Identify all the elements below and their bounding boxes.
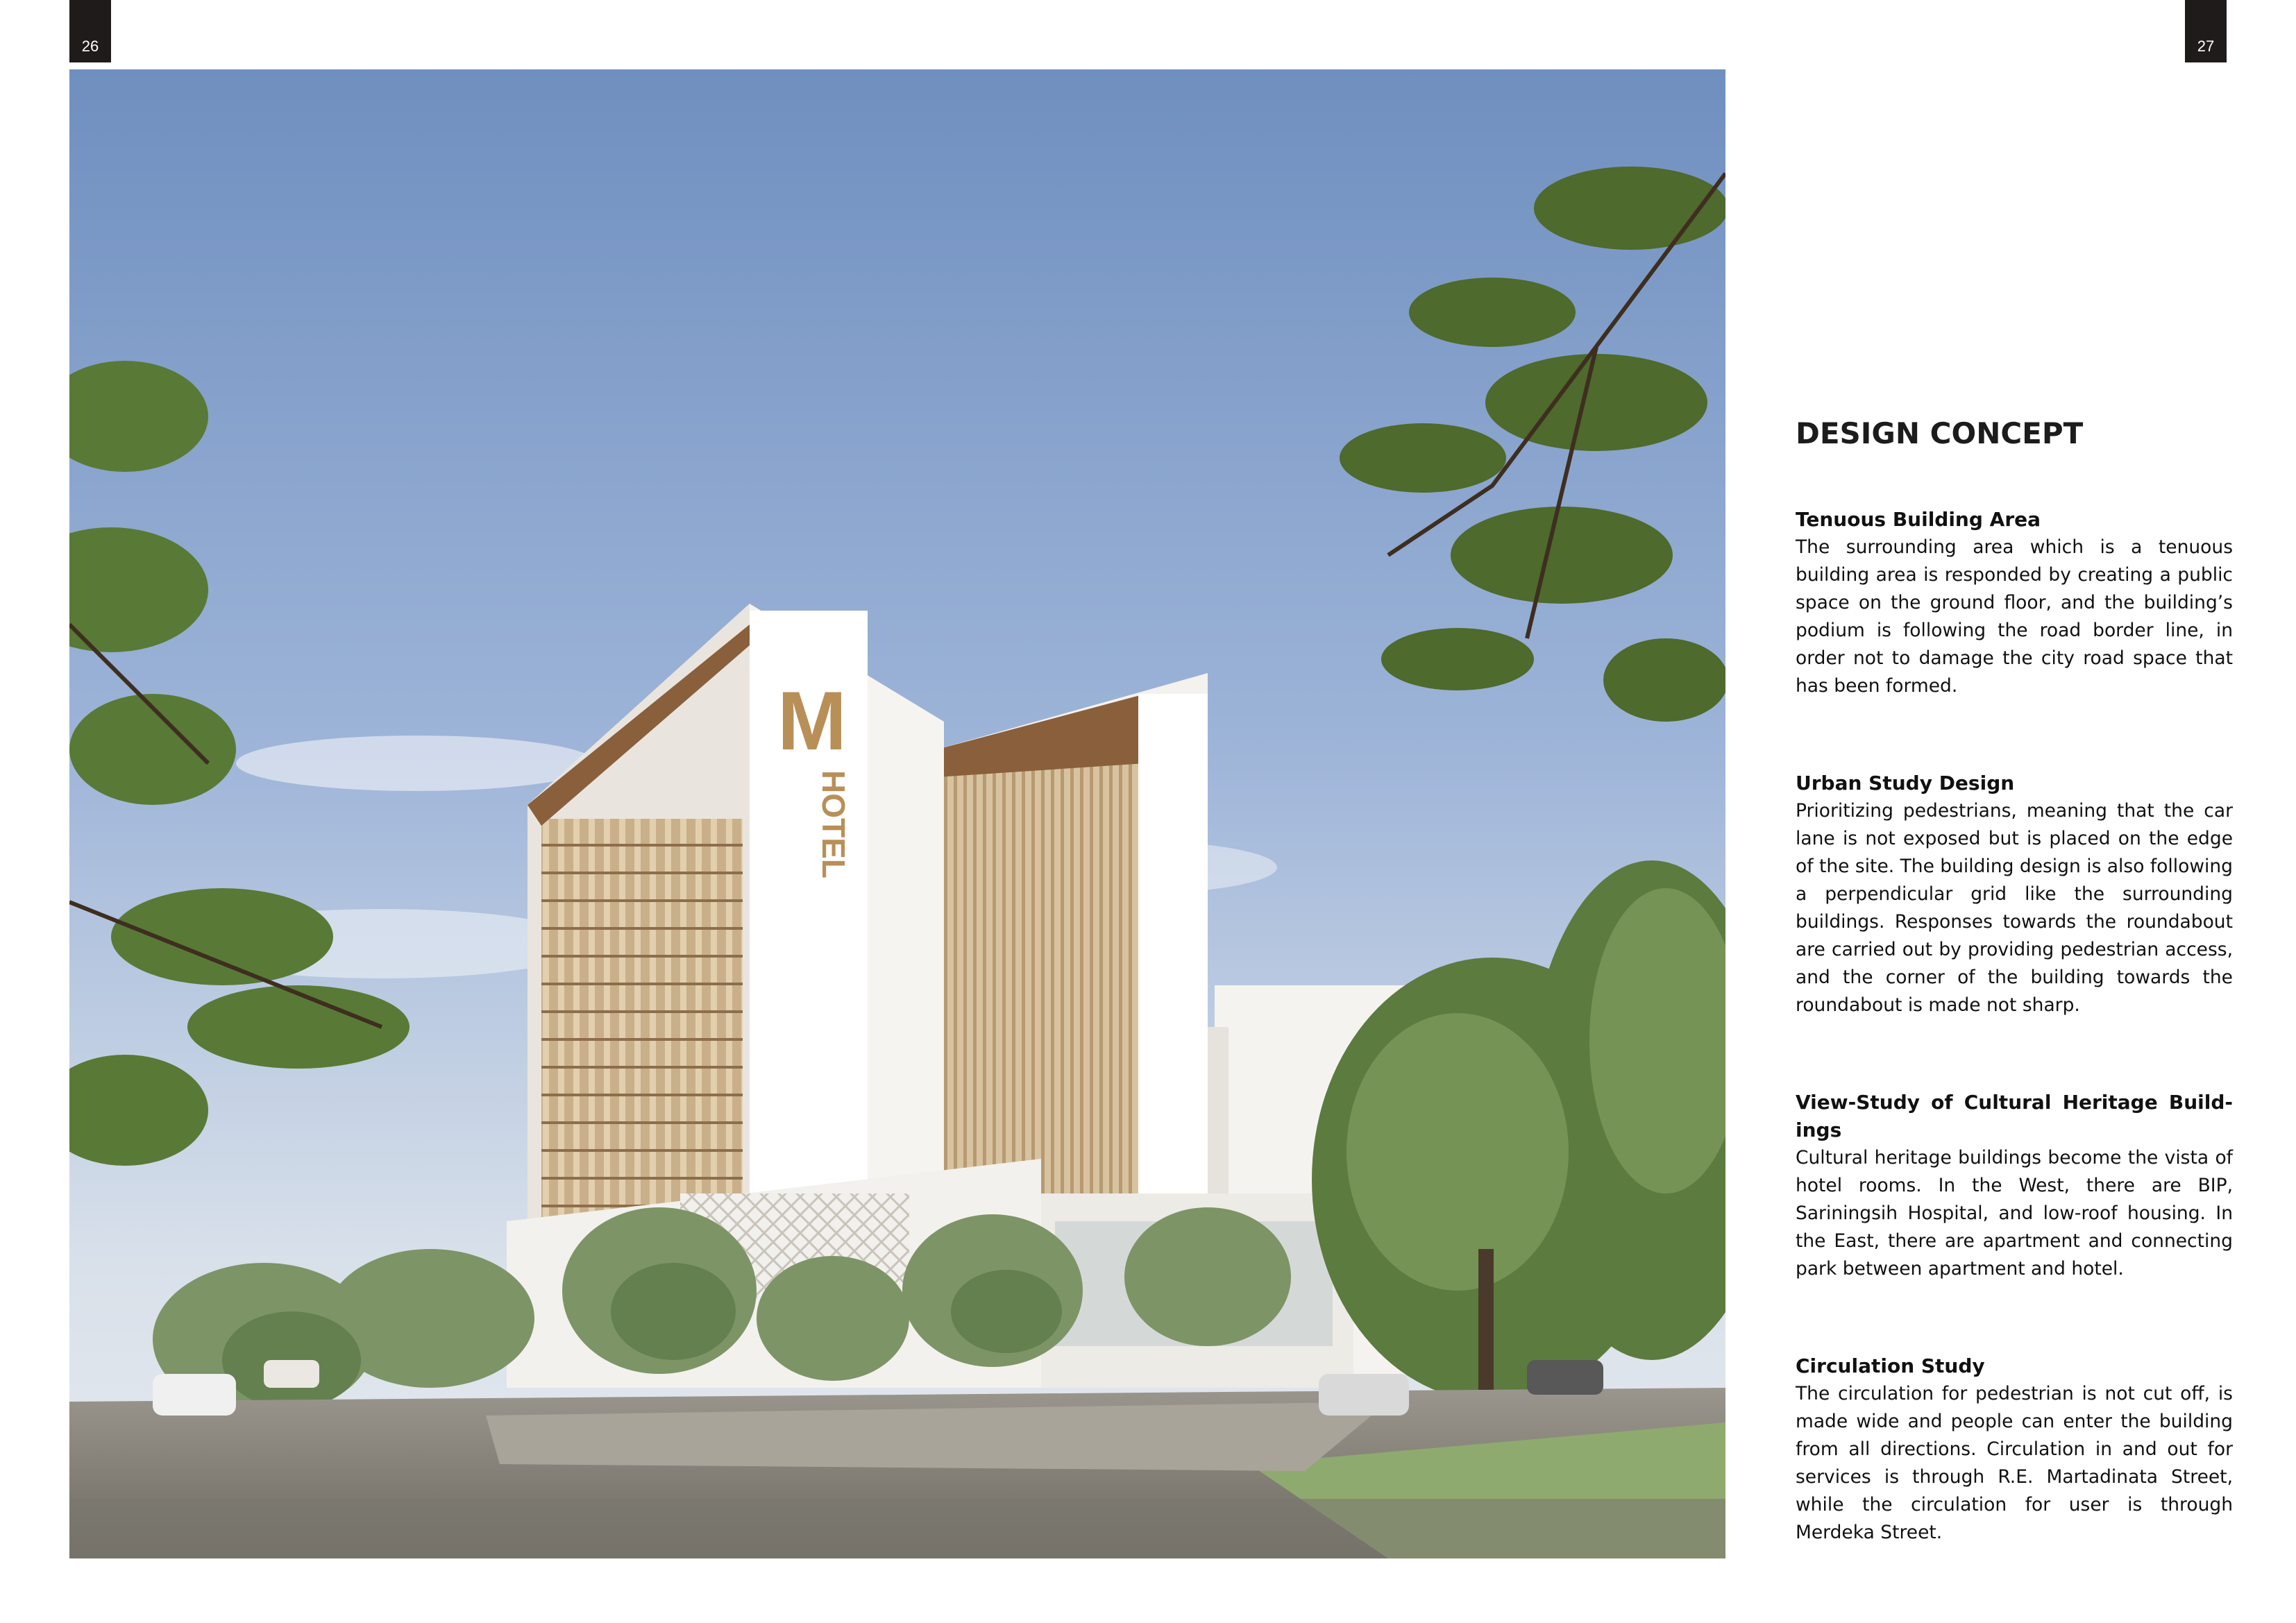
concept-section-tenuous (1796, 506, 2233, 700)
concept-section-heritage (1796, 1089, 2233, 1283)
section-title: Urban Study Design (1796, 772, 2015, 794)
section-title: Tenuous Building Area (1796, 508, 2041, 531)
design-concept-column (1796, 416, 2233, 1616)
hotel-rendering-image (69, 69, 1725, 1558)
section-body: The surrounding area which is a tenuous building area is responded by creating a public space on the ground floor, and the building’s podium is following the road border line, in order not to damage the city road space that has been formed. (1796, 536, 2233, 697)
concept-section-urban (1796, 770, 2233, 1019)
concept-section-circulation (1796, 1352, 2233, 1547)
hotel-sign-word: HOTEL (816, 770, 852, 878)
section-title: Circulation Study (1796, 1354, 1985, 1377)
section-body: Prioritizing pedestrians, meaning that the car lane is not exposed but is placed on the edge of the site. The building design is also following a perpendicular grid like the surrounding buildings. Responses towards the roundabout are carried out by providing pedestrian access, and the corner of the building towards the roundabout is made not sharp. (1796, 800, 2233, 1016)
section-title: View-Study of Cultural Heritage Buildings (1796, 1091, 2233, 1141)
section-body: Cultural heritage buildings become the vista of hotel rooms. In the West, there are BIP, Sariningsih Hospital, and low-roof housing. In the East, there are apartment and connecting park between apartment and hotel. (1796, 1147, 2233, 1280)
page-number-right: 27 (2185, 0, 2227, 62)
page-number-left: 26 (69, 0, 111, 62)
section-body: The circulation for pedestrian is not cut off, is made wide and people can enter the building from all directions. Circulation in and out for services is through R.E. Martadinata Street, while the circulation for user is through Merdeka Street. (1796, 1383, 2233, 1543)
section-heading: DESIGN CONCEPT (1796, 416, 2084, 450)
hotel-sign-letter: M (777, 674, 847, 767)
